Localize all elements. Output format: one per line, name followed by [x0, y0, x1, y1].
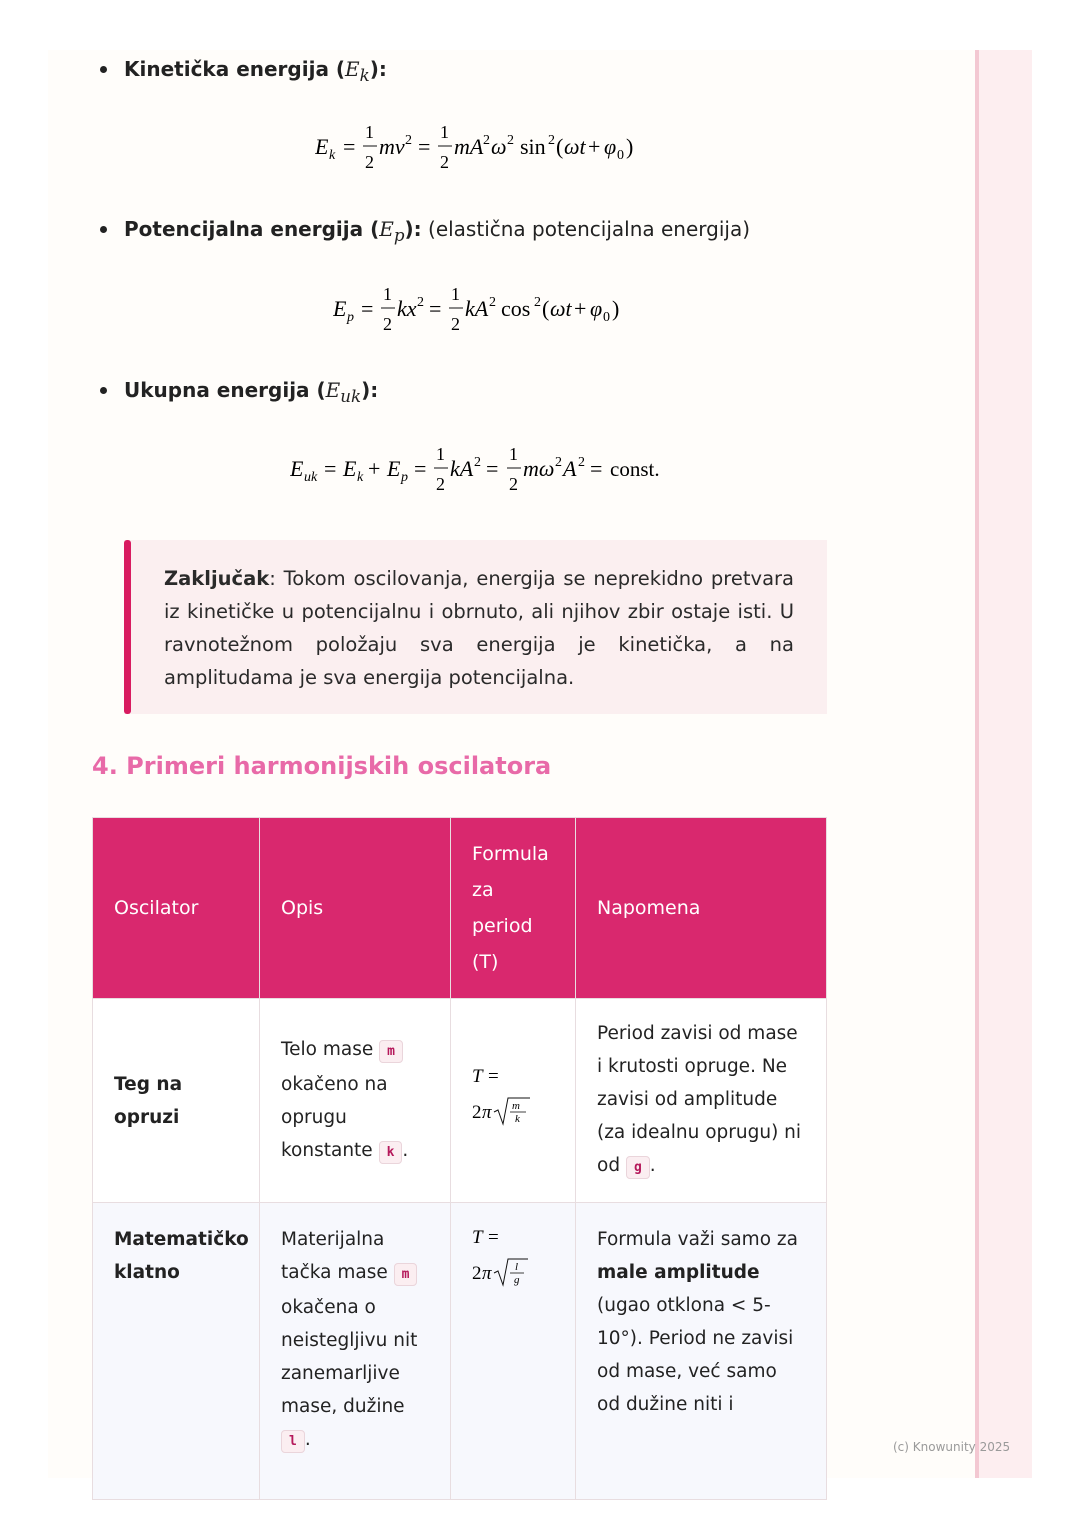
svg-text:2: 2 [507, 133, 514, 148]
svg-text:2: 2 [436, 474, 445, 494]
svg-text:1: 1 [365, 122, 374, 142]
svg-text:cos: cos [501, 296, 531, 321]
cell-formula [451, 1203, 576, 1500]
svg-text:k: k [329, 148, 336, 163]
svg-text:2: 2 [509, 474, 518, 494]
svg-text:π: π [482, 1102, 492, 1123]
section-heading: 4. Primeri harmonijskih oscilatora [92, 752, 552, 780]
svg-text:(: ( [542, 296, 550, 321]
svg-text:2: 2 [451, 314, 460, 334]
svg-text:T: T [472, 1227, 483, 1248]
inline-code: k [379, 1141, 403, 1164]
svg-text:kx: kx [397, 296, 417, 321]
svg-text:2: 2 [489, 295, 496, 310]
svg-text:=: = [488, 1227, 499, 1248]
cell-oscillator-name: Matematičko klatno [93, 1203, 260, 1500]
svg-text:2: 2 [548, 133, 555, 148]
conclusion-text: Zaključak: Tokom oscilovanja, energija se neprekidno pretvara iz kinetičke u potencijalnu i obrnuto, ali njihov zbir ostaje isti. U ravnotežnom položaju sva energija je kinetička, a na amplitudama je sva energija potencijalna. [164, 567, 794, 689]
svg-text:φ: φ [590, 296, 603, 321]
svg-text:): ) [612, 296, 620, 321]
svg-text:0: 0 [617, 148, 624, 163]
svg-text:2: 2 [474, 455, 481, 470]
svg-text:2: 2 [555, 455, 562, 470]
bullet-dot [100, 226, 107, 233]
svg-text:mv: mv [379, 134, 405, 159]
svg-text:2: 2 [383, 314, 392, 334]
svg-text:ωt: ωt [550, 296, 572, 321]
svg-text:p: p [347, 310, 354, 325]
svg-text:1: 1 [451, 284, 460, 304]
inline-code: m [379, 1040, 403, 1063]
svg-text:T: T [472, 1066, 483, 1087]
cell-description: Telo mase m okačeno na oprugu konstante k . [260, 999, 451, 1203]
cell-oscillator-name: Teg na opruzi [93, 999, 260, 1203]
cell-description: Materijalna tačka mase m okačena o neistegljivu nit zanemarljive mase, dužine l . [260, 1203, 451, 1500]
svg-text:kA: kA [450, 456, 474, 481]
svg-text:=: = [324, 456, 337, 481]
svg-text:const.: const. [610, 457, 660, 481]
table-row [93, 1203, 827, 1500]
svg-text:E: E [333, 296, 347, 321]
svg-text:2: 2 [417, 295, 424, 310]
svg-text:π: π [482, 1263, 492, 1284]
svg-text:ωt: ωt [564, 134, 586, 159]
right-margin-band [978, 50, 1032, 1478]
oscillators-table [92, 817, 827, 1500]
svg-text:=: = [343, 134, 356, 159]
total-label: Ukupna energija ( [124, 378, 326, 402]
inline-code: l [281, 1430, 305, 1453]
potential-label: Potencijalna energija ( [124, 217, 380, 241]
svg-text:+: + [368, 456, 381, 481]
svg-text:1: 1 [440, 122, 449, 142]
svg-text:ω: ω [491, 134, 507, 159]
svg-text:2: 2 [472, 1263, 482, 1284]
equation-potential [333, 282, 633, 344]
svg-text:=: = [590, 456, 603, 481]
svg-text:φ: φ [604, 134, 617, 159]
svg-text:=: = [361, 296, 374, 321]
cell-note: Period zavisi od mase i krutosti opruge. Ne zavisi od amplitude (za idealnu oprugu) ni od g . [576, 999, 827, 1203]
svg-text:E: E [387, 456, 401, 481]
svg-text:mA: mA [454, 134, 484, 159]
bullet-dot [100, 387, 107, 394]
svg-text:A: A [563, 456, 577, 481]
svg-text:k: k [515, 1113, 520, 1125]
header-formula: Formula za period (T) [451, 818, 576, 999]
callout-accent-bar [124, 540, 131, 714]
svg-text:2: 2 [405, 133, 412, 148]
svg-text:2: 2 [472, 1102, 482, 1123]
header-note: Napomena [576, 818, 827, 999]
svg-text:E: E [290, 456, 304, 481]
svg-text:mω: mω [523, 456, 555, 481]
svg-text:1: 1 [436, 444, 445, 464]
inline-code: g [626, 1156, 650, 1179]
inline-code: m [394, 1263, 418, 1286]
svg-text:l: l [515, 1261, 519, 1273]
svg-text:=: = [414, 456, 427, 481]
svg-text:=: = [488, 1066, 499, 1087]
svg-text:2: 2 [578, 455, 585, 470]
svg-text:(: ( [556, 134, 564, 159]
svg-text:=: = [429, 296, 442, 321]
table-header-row [93, 818, 827, 999]
svg-text:1: 1 [509, 444, 518, 464]
copyright-footer: (c) Knowunity 2025 [893, 1440, 1011, 1454]
cell-note: Formula važi samo za male amplitude (ugao otklona < 5-10°). Period ne zavisi od mase, već samo od dužine niti i [576, 1203, 827, 1500]
svg-text:2: 2 [365, 152, 374, 172]
kinetic-label: Kinetička energija ( [124, 57, 346, 81]
svg-text:p: p [401, 470, 408, 485]
bullet-dot [100, 66, 107, 73]
svg-text:+: + [588, 134, 601, 159]
header-oscillator: Oscilator [93, 818, 260, 999]
svg-text:sin: sin [520, 134, 546, 159]
svg-text:k: k [357, 470, 364, 485]
right-margin-line [975, 50, 979, 1478]
svg-text:2: 2 [483, 133, 490, 148]
cell-formula [451, 999, 576, 1203]
svg-text:kA: kA [465, 296, 489, 321]
conclusion-callout [124, 540, 827, 714]
formula-spring-period [472, 1062, 552, 1128]
svg-text:): ) [626, 134, 634, 159]
svg-text:2: 2 [440, 152, 449, 172]
table-row [93, 999, 827, 1203]
formula-pendulum-period [472, 1223, 552, 1289]
svg-text:E: E [315, 134, 329, 159]
svg-text:uk: uk [304, 470, 318, 485]
equation-total [290, 442, 670, 504]
svg-text:m: m [512, 1100, 520, 1112]
equation-kinetic [315, 120, 645, 182]
svg-text:=: = [486, 456, 499, 481]
header-description: Opis [260, 818, 451, 999]
svg-text:E: E [343, 456, 357, 481]
svg-text:g: g [514, 1274, 520, 1286]
svg-text:2: 2 [534, 295, 541, 310]
svg-text:=: = [418, 134, 431, 159]
svg-text:1: 1 [383, 284, 392, 304]
svg-text:0: 0 [603, 310, 610, 325]
svg-text:+: + [574, 296, 587, 321]
